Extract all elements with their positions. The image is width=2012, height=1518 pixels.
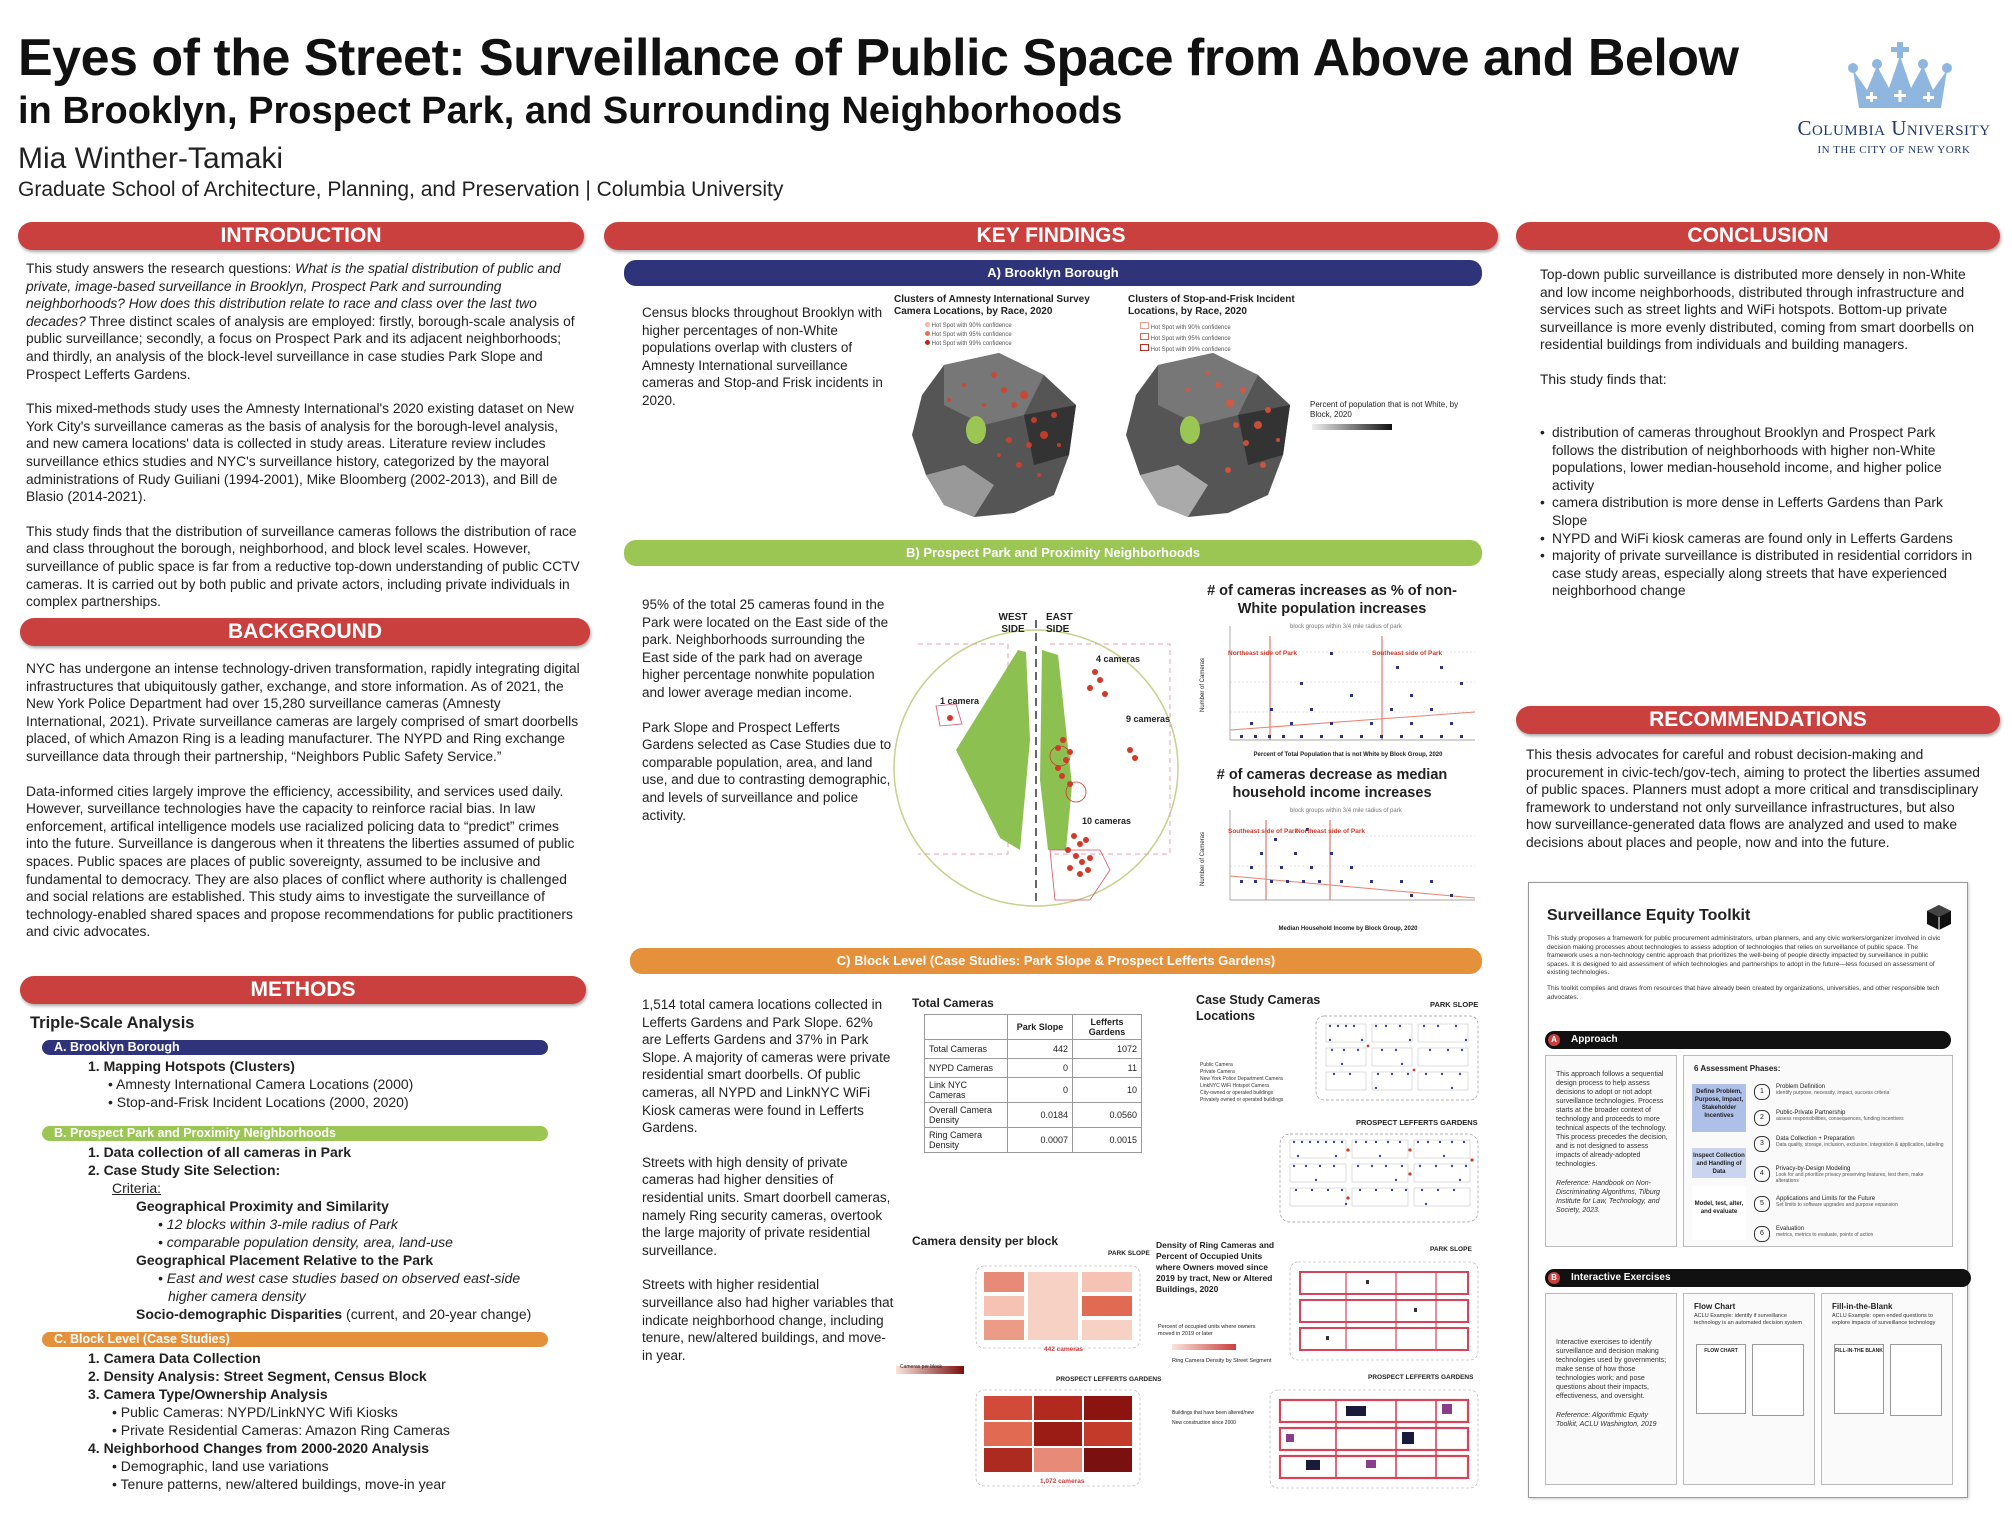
lefferts-gardens-camera-map (1276, 1130, 1482, 1226)
background-header: BACKGROUND (20, 618, 590, 646)
label-4-cameras: 4 cameras (1096, 654, 1141, 664)
ring-plg-label: PROSPECT LEFFERTS GARDENS (1368, 1374, 1474, 1381)
chart2-xlabel: Median Household Income by Block Group, 2020 (1278, 926, 1418, 932)
methods-b-label: B. Prospect Park and Proximity Neighborhoods (42, 1126, 548, 1141)
recommendations-header: RECOMMENDATIONS (1516, 706, 2000, 734)
density-ps-count: 442 cameras (1044, 1346, 1084, 1353)
density-park-slope-label: PARK SLOPE (1108, 1250, 1150, 1257)
poster-title: Eyes of the Street: Surveillance of Public Space from Above and Below (18, 29, 1739, 87)
university-tagline: IN THE CITY OF NEW YORK (1817, 144, 1971, 156)
chart1-ylabel: Number of Cameras (1200, 657, 1207, 713)
methods-d3: 3. Camera Type/Ownership Analysis (88, 1386, 328, 1402)
exercises-text-box: Interactive exercises to identify surveillance and decision making technologies used by governments; make sense of how those technologies work; and pose questions about their impacts, effectiveness, and oversight. Reference: Algorithmic Equity Toolkit, ACLU Washington, 2019 (1545, 1293, 1677, 1485)
total-cameras-table: Park Slope Lefferts Gardens Total Cameras 442 1072 NYPD Cameras 0 11 Link NYC Cameras 0 10 Overall Camera Density 0.0184 0.0560 Ring Camera Density 0.0007 0.0015 (924, 1014, 1142, 1153)
columbia-crown-logo (1845, 42, 1955, 114)
toolkit-intro: This study proposes a framework for public procurement administrators, urban planners, and any civic workers/organizer involved in civic decision making processes about technologies to assess adoption of technologies that relies on surveillance of public space. The framework uses a non-technology centric approach that prioritizes the well-being of people directly impacted by surveillance in public spaces. It is designed to aid assessment of which technologies and partnerships to adopt in the future—less focused on assessment of existing technologies. (1547, 935, 1941, 976)
methods-a1-b1: • Amnesty International Camera Locations (2000) (108, 1076, 414, 1092)
ring-legend-construction: New construction since 2000 (1172, 1420, 1236, 1426)
map2-title: Clusters of Stop-and-Frisk Incident Locations, by Race, 2020 (1128, 294, 1295, 317)
chart1-title: # of cameras increases as % of non-White population increases (1207, 583, 1457, 617)
ring-legend-moved: Percent of occupied units where owners moved in 2019 or later (1158, 1324, 1256, 1337)
map-plg-label: PROSPECT LEFFERTS GARDENS (1356, 1118, 1478, 1127)
prospect-park-camera-map (890, 600, 1190, 910)
findings-c-label: C) Block Level (Case Studies: Park Slope & Prospect Lefferts Gardens) (630, 948, 1482, 974)
methods-d4-b2: • Tenure patterns, new/altered buildings, move-in year (112, 1476, 446, 1492)
background-text: NYC has undergone an intense technology-driven transformation, rapidly integrating digital infrastructures that ubiquitously gather, exchange, and store information. As of 2021, the New York Police Department had over 15,280 surveillance cameras (Amnesty International, 2021). Private surveillance cameras are largely comprised of smart doorbells placed, of which Amazon Ring is a leading manufacturer. The NYPD and Ring exchange surveillance data through their partnership, “Neighbors Public Safety Service.” Data-informed cities largely improve the efficiency, accessibility, and services used daily. However, surveillance technologies have the capacity to reinforce racial bias. In law enforcement, artifical intelligence models use racialized policing data to “predict” crimes into the future. Surveillance is dangerous when it threatens the liberties assumed of public spaces. Public spaces are places of public sovereignty, assumed to be inclusive and fundamental to democracy. They are also places of conflict where authority is challenged and social relations are established. This study aims to investigate the surveillance of technology-enabled shared spaces and propose recommendations for public practitioners and civic advocates. (26, 661, 580, 940)
assessment-phases-box: 6 Assessment Phases: Define Problem, Purpose, Impact, Stakeholder Incentives Inspect Collection and Handling of Data Model, test, alter, and evaluate 1 Problem Definition identify purpose, necessity, impact, success criteria 2 Public-Private Partnership assess responsibilities, consequences, funding incentives 3 Data Collection + Preparation Data quality, storage, inclusion, exclusion, integration & application, labeling 4 Privacy-by-Design Modeling Look for and prioritize privacy preserving features, test them, make alterations 5 Applications and Limits for the Future Set limits to software upgrades and purpose expansion 6 Evaluation metrics, metrics to evaluate, points of action (1683, 1055, 1953, 1247)
park-slope-density-map (972, 1262, 1144, 1352)
methods-a1-b2: • Stop-and-Frisk Incident Locations (2000, 2020) (108, 1094, 409, 1110)
flow-chart-box: Flow Chart ACLU Example: identify if surveillance technology is an automated decision system FLOW CHART (1683, 1293, 1815, 1485)
chart2-se-label: Southeast side of Park (1228, 828, 1299, 835)
map1-legend: Hot Spot with 90% confidence Hot Spot with 95% confidence Hot Spot with 99% confidence (925, 322, 1012, 349)
toolkit-title: Surveillance Equity Toolkit (1547, 907, 1751, 924)
race-legend-ramp (1312, 424, 1392, 430)
chart2-title: # of cameras decrease as median household income increases (1216, 767, 1448, 801)
lefferts-density-map (972, 1386, 1144, 1490)
recommendations-text: This thesis advocates for careful and robust decision-making and procurement in civic-tech/gov-tech, aiming to protect the liberties assumed of public spaces. Planners must adopt a more critical and transdisciplinary framework to understand not only surveillance infrastructures, but also how surveillance-generated data flows are analyzed and used to make decisions about places and people, now and into the future. (1526, 747, 1980, 850)
approach-letter: A (1548, 1034, 1560, 1046)
methods-b2: 2. Case Study Site Selection: (88, 1162, 281, 1178)
west-side-label: WEST SIDE (998, 612, 1028, 635)
methods-c1: Geographical Proximity and Similarity (136, 1198, 389, 1214)
density-plg-count: 1,072 cameras (1040, 1478, 1085, 1485)
university-name: Columbia University (1797, 116, 1991, 140)
surveillance-equity-toolkit (1528, 882, 1968, 1498)
park-slope-ring-map (1286, 1258, 1482, 1364)
methods-c2-b1: • East and west case studies based on observed east-side (158, 1270, 521, 1286)
methods-criteria: Criteria: (112, 1180, 162, 1196)
cube-icon (1925, 903, 1953, 931)
methods-c2-b1b: higher camera density (168, 1288, 306, 1304)
findings-b-label: B) Prospect Park and Proximity Neighborhoods (624, 540, 1482, 566)
label-10-cameras: 10 cameras (1082, 816, 1132, 826)
methods-a-label: A. Brooklyn Borough (42, 1040, 548, 1055)
ring-park-slope-label: PARK SLOPE (1430, 1246, 1472, 1253)
methods-d2: 2. Density Analysis: Street Segment, Census Block (88, 1368, 427, 1384)
density-legend-label: Cameras per block (900, 1364, 942, 1370)
methods-b1: 1. Data collection of all cameras in Park (88, 1144, 351, 1160)
chart1-se-label: Southeast side of Park (1372, 650, 1443, 657)
park-slope-camera-map (1312, 1012, 1482, 1104)
affiliation: Graduate School of Architecture, Planning, and Preservation | Columbia University (18, 178, 784, 201)
race-legend-title: Percent of population that is not White, by Block, 2020 (1310, 400, 1459, 419)
ring-legend-buildings: Buildings that have been altered/new (1172, 1410, 1255, 1416)
key-findings-header: KEY FINDINGS (604, 222, 1498, 250)
brooklyn-stop-frisk-map (1118, 345, 1298, 525)
case-study-map-title: Case Study Cameras Locations (1196, 993, 1321, 1023)
chart1-xlabel: Percent of Total Population that is not White by Block Group, 2020 (1253, 752, 1443, 758)
chart1-note: block groups within 3/4 mile radius of park (1290, 624, 1402, 630)
methods-d4: 4. Neighborhood Changes from 2000-2020 Analysis (88, 1440, 430, 1456)
lefferts-ring-map (1266, 1386, 1482, 1492)
methods-c3: Socio-demographic Disparities (current, and 20-year change) (136, 1306, 532, 1322)
author-name: Mia Winther-Tamaki (18, 142, 284, 175)
poster-subtitle: in Brooklyn, Prospect Park, and Surrounding Neighborhoods (18, 90, 1123, 132)
methods-c1-b1: • 12 blocks within 3-mile radius of Park (158, 1216, 398, 1232)
methods-d3-b1: • Public Cameras: NYPD/LinkNYC Wifi Kiosks (112, 1404, 398, 1420)
ring-legend-segment: Ring Camera Density by Street Segment (1172, 1358, 1272, 1364)
methods-c1-b2: • comparable population density, area, land-use (158, 1234, 453, 1250)
findings-b-text: 95% of the total 25 cameras found in the Park were located on the East side of the park. Neighborhoods surrounding the East side of the park had on average higher percentage nonwhite population and lower average median income. Park Slope and Prospect Lefferts Gardens selected as Case Studies due to comparable population, area, and land use, and due to contrasting demographic, and levels of surveillance and police activity. (642, 597, 892, 823)
fill-in-blank-box: Fill-in-the-Blank ACLU Example: open ended questions to explore impacts of surveillance technology FILL-IN-THE BLANK (1821, 1293, 1953, 1485)
methods-a1: 1. Mapping Hotspots (Clusters) (88, 1058, 295, 1074)
methods-c2: Geographical Placement Relative to the Park (136, 1252, 434, 1268)
chart2-scatter (1210, 806, 1480, 910)
ring-legend-ramp (1172, 1344, 1236, 1350)
methods-c-label: C. Block Level (Case Studies) (42, 1332, 548, 1347)
conclusion-text: Top-down public surveillance is distributed more densely in non-White and low income neighborhoods, distributed through infrastructure and services such as street lights and WiFi hotspots. Bottom-up private surveillance is more evenly distributed, coming from smart doorbells on residential buildings from individuals and building managers. This study finds that: (1540, 267, 1975, 387)
toolkit-exercises-bar: B Interactive Exercises (1545, 1269, 1971, 1287)
brooklyn-camera-cluster-map (904, 345, 1084, 525)
introduction-text: This study answers the research questions: What is the spatial distribution of public and private, image-based surveillance in Brooklyn, Prospect Park and surrounding neighborhoods? How does this distribution relate to race and class over the last two decades? Three distinct scales of analysis are employed: firstly, borough-scale analysis of public surveillance; secondly, a focus on Prospect Park and its adjacent neighborhoods; and thirdly, an analysis of the block-level surveillance in case studies Park Slope and Prospect Lefferts Gardens. This mixed-methods study uses the Amnesty International's 2020 existing dataset on New York City's surveillance cameras as the basis of analysis for the borough-level analysis, and new camera locations' data is collected in study areas. Literature review includes surveillance ethics studies and NYC's surveillance history, categorized by the mayoral administrations of Rudy Guiliani (1994-2001), Mike Bloomberg (2002-2013), and Bill de Blasio (2014-2021). This study finds that the distribution of surveillance cameras follows the distribution of race and class throughout the borough, neighborhood, and block level scales. However, surveillance of public space is far from a reductive top-down understanding of public CCTV cameras. It is carried out by both public and private actors, including private individuals in complex partnerships. (26, 261, 580, 610)
methods-subtitle: Triple-Scale Analysis (30, 1014, 195, 1032)
total-cameras-title: Total Cameras (912, 996, 994, 1010)
introduction-header: INTRODUCTION (18, 222, 584, 250)
label-9-cameras: 9 cameras (1126, 714, 1171, 724)
map1-title: Clusters of Amnesty International Survey Camera Locations, by Race, 2020 (894, 294, 1090, 317)
chart2-ylabel: Number of Cameras (1200, 831, 1207, 887)
approach-text-box: This approach follows a sequential design process to help assess decisions to adopt or not adopt surveillance technologies. Process starts at the broader context of technology and proceeds to more technical aspects of the technology. This process precedes the decision, and is not designed to assess impacts of already-adopted technologies. Reference: Handbook on Non-Discriminating Algorithms, Tilburg Institute for Law, Technology, and Society, 2023. (1545, 1055, 1677, 1247)
findings-a-text: Census blocks throughout Brooklyn with higher percentages of non-White populations overlap with clusters of Amnesty International surveillance cameras and Stop-and Frisk incidents in 2020. (642, 305, 883, 408)
methods-d3-b2: • Private Residential Cameras: Amazon Ring Cameras (112, 1422, 450, 1438)
conclusion-bullets: • distribution of cameras throughout Brooklyn and Prospect Park follows the distribution of neighborhoods with higher non-White populations, lower median-household income, and higher police activity • camera distribution is more dense in Lefferts Gardens than Park Slope • NYPD and WiFi kiosk cameras are found only in Lefferts Gardens • majority of private surveillance is distributed in residential corridors in case study areas, especially along streets that have experienced neighborhood change (1540, 425, 1973, 599)
density-plg-label: PROSPECT LEFFERTS GARDENS (1056, 1376, 1162, 1383)
east-side-label: EAST SIDE (1046, 612, 1073, 635)
toolkit-intro-2: This toolkit compiles and draws from resources that have already been created by organizations, universities, and other responsible tech advocates. (1547, 985, 1940, 1001)
methods-d1: 1. Camera Data Collection (88, 1350, 261, 1366)
camera-density-title: Camera density per block (912, 1234, 1059, 1248)
chart2-ne-label: Northeast side of Park (1296, 828, 1365, 835)
toolkit-approach-bar: A Approach (1545, 1031, 1951, 1049)
methods-d4-b1: • Demographic, land use variations (112, 1458, 329, 1474)
map-park-slope-label: PARK SLOPE (1430, 1000, 1479, 1009)
case-study-map-legend: Public Camera Private Camera New York Police Department Camera LinkNYC WiFi Hotspot Camera City-owned or operated buildings Privately owned or operated buildings (1200, 1062, 1284, 1103)
chart2-note: block groups within 3/4 mile radius of park (1290, 808, 1402, 814)
map2-legend: Hot Spot with 90% confidence Hot Spot with 95% confidence Hot Spot with 99% confidence (1140, 322, 1231, 355)
exercises-letter: B (1548, 1272, 1560, 1284)
ring-density-title: Density of Ring Cameras and Percent of Occupied Units where Owners moved since 2019 by tract, New or Altered Buildings, 2020 (1156, 1240, 1275, 1294)
conclusion-header: CONCLUSION (1516, 222, 2000, 250)
chart1-ne-label: Northeast side of Park (1228, 650, 1297, 657)
chart1-scatter (1210, 622, 1480, 752)
label-1-camera: 1 camera (940, 696, 980, 706)
findings-a-label: A) Brooklyn Borough (624, 260, 1482, 286)
methods-header: METHODS (20, 976, 586, 1004)
findings-c-text: 1,514 total camera locations collected in Lefferts Gardens and Park Slope. 62% are Lefferts Gardens and 37% in Park Slope. A majority of cameras were private residential smart doorbells. Of public cameras, all NYPD and LinkNYC WiFi Kiosk cameras were found in Lefferts Gardens. Streets with high density of private cameras had higher densities of residential units. Smart doorbell cameras, namely Ring security cameras, overtook the large majority of private residential surveillance. Streets with higher residential surveillance also had higher variables that indicate neighborhood change, including tenure, new/altered buildings, and move-in year. (642, 997, 894, 1363)
